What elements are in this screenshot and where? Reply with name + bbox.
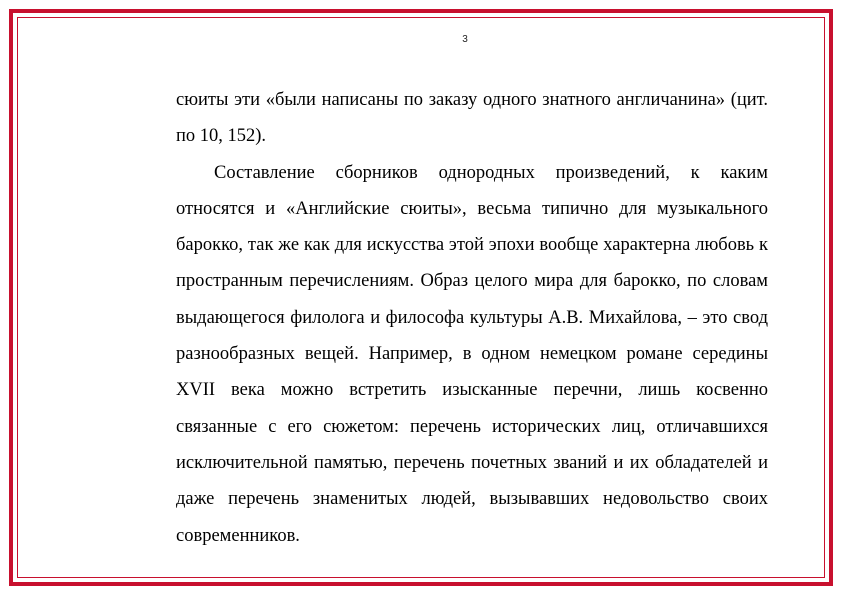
paragraph-continuation: сюиты эти «были написаны по заказу одного знатного англичанина» (цит. по 10, 152). [176,90,768,147]
document-body [176,82,768,554]
paragraph: Составление сборников однородных произведений, к каким относятся и «Английские сюиты», весьма типично для музыкального барокко, так же как для искусства этой эпохи вообще характерна любовь к пространным перечислениям. Образ целого мира для барокко, по словам выдающегося филолога и философа культуры А.В. Михайлова, – это свод разнообразных вещей. Например, в одном немецком романе середины XVII века можно встретить изысканные перечни, лишь косвенно связанные с его сюжетом: перечень исторических лиц, отличавшихся исключительной памятью, перечень почетных званий и их обладателей и даже перечень знаменитых людей, вызывавших недовольство своих современников. [176,162,768,546]
page-number: 3 [462,34,468,45]
